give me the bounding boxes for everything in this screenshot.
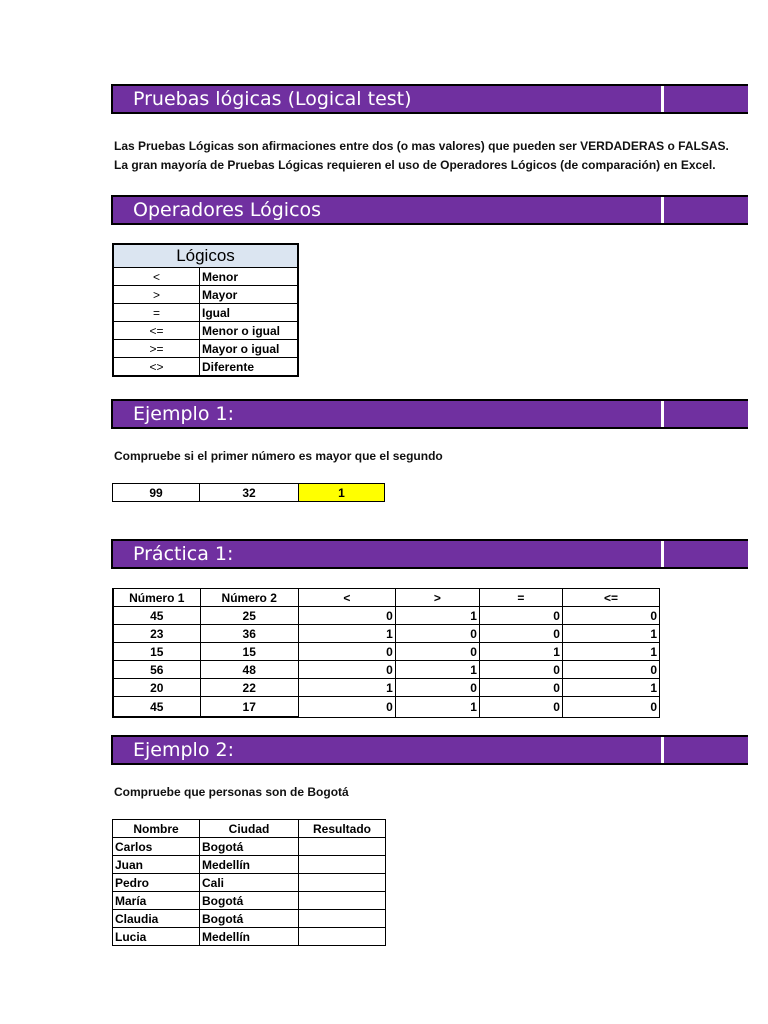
name-cell[interactable]: Pedro <box>113 874 200 892</box>
operator-name[interactable]: Mayor o igual <box>200 340 299 358</box>
city-cell[interactable]: Bogotá <box>200 838 299 856</box>
city-cell[interactable]: Bogotá <box>200 910 299 928</box>
page-title: Pruebas lógicas (Logical test) <box>133 88 412 110</box>
table-cell[interactable]: 1 <box>395 697 479 718</box>
table-cell[interactable]: 0 <box>479 697 562 718</box>
number-1-cell[interactable]: 99 <box>113 484 200 502</box>
ejemplo2-title: Ejemplo 2: <box>133 739 234 761</box>
name-cell[interactable]: Claudia <box>113 910 200 928</box>
table-row <box>113 697 660 718</box>
name-cell[interactable]: María <box>113 892 200 910</box>
name-cell[interactable]: Carlos <box>113 838 200 856</box>
table-cell[interactable]: 45 <box>113 697 200 718</box>
table-cell[interactable]: 22 <box>200 679 298 697</box>
ejemplo1-title: Ejemplo 1: <box>133 403 234 425</box>
table-cell[interactable]: 23 <box>113 625 200 643</box>
table-header-row <box>113 820 386 838</box>
operator-symbol[interactable]: = <box>113 304 200 322</box>
ejemplo2-instruction: Compruebe que personas son de Bogotá <box>114 785 349 799</box>
column-header[interactable]: Ciudad <box>200 820 299 838</box>
operator-symbol[interactable]: <> <box>113 358 200 377</box>
table-cell[interactable]: 17 <box>200 697 298 718</box>
operator-name[interactable]: Diferente <box>200 358 299 377</box>
result-cell[interactable] <box>299 838 386 856</box>
column-header[interactable]: < <box>298 589 395 607</box>
logicos-header[interactable]: Lógicos <box>113 244 298 268</box>
table-row <box>113 874 386 892</box>
result-cell[interactable] <box>299 928 386 946</box>
table-cell[interactable]: 56 <box>113 661 200 679</box>
intro-line-1: Las Pruebas Lógicas son afirmaciones entre dos (o mas valores) que pueden ser VERDADERAS o FALSAS. <box>114 139 729 153</box>
city-cell[interactable]: Medellín <box>200 856 299 874</box>
table-cell[interactable]: 0 <box>479 625 562 643</box>
operator-name[interactable]: Menor <box>200 268 299 286</box>
city-cell[interactable]: Bogotá <box>200 892 299 910</box>
operator-symbol[interactable]: < <box>113 268 200 286</box>
result-cell[interactable] <box>299 874 386 892</box>
table-cell[interactable]: 0 <box>298 643 395 661</box>
table-cell[interactable]: 1 <box>562 643 659 661</box>
operator-symbol[interactable]: >= <box>113 340 200 358</box>
operator-name[interactable]: Mayor <box>200 286 299 304</box>
table-cell[interactable]: 45 <box>113 607 200 625</box>
name-cell[interactable]: Juan <box>113 856 200 874</box>
table-row <box>113 643 660 661</box>
operator-name[interactable]: Menor o igual <box>200 322 299 340</box>
table-cell[interactable]: 0 <box>479 679 562 697</box>
table-cell[interactable]: 1 <box>395 607 479 625</box>
table-cell[interactable]: 0 <box>562 661 659 679</box>
table-cell[interactable]: 15 <box>113 643 200 661</box>
table-cell[interactable]: 1 <box>395 661 479 679</box>
ejemplo2-table <box>112 819 386 946</box>
table-cell[interactable]: 1 <box>298 625 395 643</box>
column-header[interactable]: Nombre <box>113 820 200 838</box>
operadores-title: Operadores Lógicos <box>133 199 322 221</box>
table-cell[interactable]: 0 <box>479 661 562 679</box>
table-cell[interactable]: 25 <box>200 607 298 625</box>
table-row <box>113 661 660 679</box>
table-cell[interactable]: 20 <box>113 679 200 697</box>
table-row <box>113 892 386 910</box>
table-cell[interactable]: 0 <box>562 697 659 718</box>
table-cell[interactable]: 1 <box>562 679 659 697</box>
table-row <box>113 856 386 874</box>
table-cell[interactable]: 0 <box>298 607 395 625</box>
result-cell[interactable] <box>299 892 386 910</box>
practica1-title: Práctica 1: <box>133 543 234 565</box>
operator-symbol[interactable]: > <box>113 286 200 304</box>
city-cell[interactable]: Cali <box>200 874 299 892</box>
number-2-cell[interactable]: 32 <box>200 484 299 502</box>
table-cell[interactable]: 36 <box>200 625 298 643</box>
table-cell[interactable]: 0 <box>479 607 562 625</box>
ejemplo1-instruction: Compruebe si el primer número es mayor que el segundo <box>114 449 443 463</box>
operator-name[interactable]: Igual <box>200 304 299 322</box>
table-cell[interactable]: 0 <box>298 661 395 679</box>
operator-symbol[interactable]: <= <box>113 322 200 340</box>
table-row <box>113 928 386 946</box>
result-cell[interactable] <box>299 910 386 928</box>
table-row <box>113 625 660 643</box>
table-cell[interactable]: 0 <box>395 625 479 643</box>
table-cell[interactable]: 48 <box>200 661 298 679</box>
table-row <box>113 607 660 625</box>
table-row <box>113 679 660 697</box>
table-cell[interactable]: 1 <box>298 679 395 697</box>
column-header[interactable]: <= <box>562 589 659 607</box>
column-header[interactable]: > <box>395 589 479 607</box>
name-cell[interactable]: Lucia <box>113 928 200 946</box>
table-cell[interactable]: 15 <box>200 643 298 661</box>
practica1-table <box>112 588 660 718</box>
table-header-row <box>113 589 660 607</box>
result-cell[interactable] <box>299 856 386 874</box>
table-cell[interactable]: 1 <box>562 625 659 643</box>
table-row <box>113 910 386 928</box>
table-cell[interactable]: 0 <box>395 679 479 697</box>
ejemplo2-band <box>111 735 748 765</box>
table-cell[interactable]: 1 <box>479 643 562 661</box>
table-row <box>113 838 386 856</box>
result-cell[interactable]: 1 <box>299 484 385 502</box>
column-header[interactable]: = <box>479 589 562 607</box>
table-cell[interactable]: 0 <box>395 643 479 661</box>
column-header[interactable]: Resultado <box>299 820 386 838</box>
table-cell[interactable]: 0 <box>562 607 659 625</box>
city-cell[interactable]: Medellín <box>200 928 299 946</box>
intro-line-2: La gran mayoría de Pruebas Lógicas requieren el uso de Operadores Lógicos (de comparación) en Excel. <box>114 158 716 172</box>
column-header[interactable]: Número 1 <box>113 589 200 607</box>
table-cell[interactable]: 0 <box>298 697 395 718</box>
column-header[interactable]: Número 2 <box>200 589 298 607</box>
